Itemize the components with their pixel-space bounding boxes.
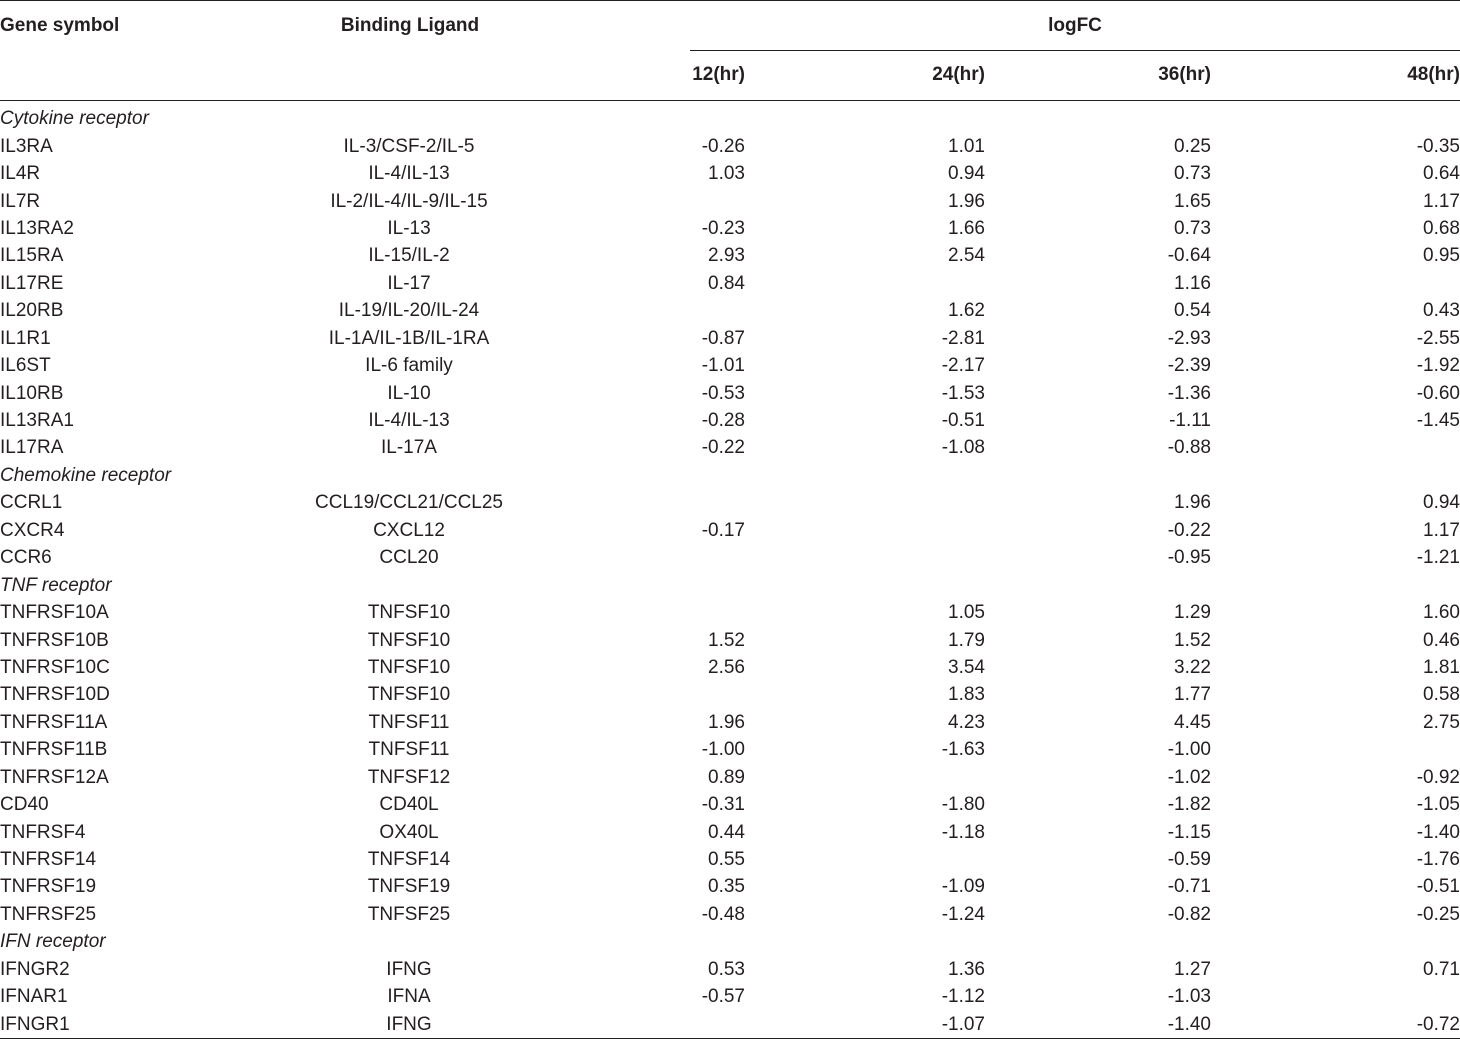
- gene-symbol-cell: TNFRSF4: [0, 821, 86, 843]
- logfc-cell: -1.07: [941, 1013, 985, 1035]
- logfc-cell: -1.45: [1416, 410, 1460, 432]
- table-row: [0, 352, 1460, 379]
- binding-ligand-cell: TNFSF10: [367, 629, 451, 651]
- logfc-cell: [750, 270, 988, 297]
- logfc-cell: -0.28: [701, 410, 745, 432]
- binding-ligand-cell: TNFSF19: [367, 876, 451, 898]
- gene-symbol-cell: TNFRSF10A: [0, 602, 109, 624]
- header-binding-ligand: Binding Ligand: [340, 15, 480, 36]
- table-row: [0, 242, 1460, 269]
- logfc-cell: 1.96: [948, 190, 985, 212]
- binding-ligand-cell: IL-2/IL-4/IL-9/IL-15: [330, 190, 488, 212]
- header-timepoint-48: 48(hr): [1407, 63, 1460, 85]
- table-row: [0, 901, 1460, 928]
- table-row: [0, 873, 1460, 900]
- binding-ligand-cell: IL-13: [387, 217, 431, 239]
- logfc-cell: 3.22: [1174, 656, 1211, 678]
- logfc-cell: -0.23: [701, 217, 745, 239]
- logfc-cell: -0.71: [1167, 876, 1211, 898]
- logfc-cell: -0.82: [1167, 903, 1211, 925]
- logfc-cell: [750, 764, 988, 791]
- logfc-cell: 0.73: [1174, 163, 1211, 185]
- gene-symbol-cell: TNFRSF19: [0, 876, 97, 898]
- table-row: [0, 489, 1460, 516]
- logfc-cell: 0.89: [708, 766, 745, 788]
- logfc-cell: [595, 544, 750, 571]
- gene-symbol-cell: CD40: [0, 794, 49, 816]
- logfc-cell: 0.64: [1423, 163, 1460, 185]
- logfc-cell: 0.43: [1423, 300, 1460, 322]
- table-row: [0, 736, 1460, 763]
- binding-ligand-cell: CD40L: [379, 794, 439, 816]
- logfc-cell: 0.54: [1174, 300, 1211, 322]
- logfc-cell: 1.66: [948, 217, 985, 239]
- table-row: [0, 818, 1460, 845]
- logfc-cell: -1.00: [1167, 739, 1211, 761]
- logfc-cell: 1.79: [948, 629, 985, 651]
- group-label: Chemokine receptor: [0, 464, 172, 486]
- logfc-cell: 0.35: [708, 876, 745, 898]
- logfc-cell: 1.83: [948, 684, 985, 706]
- logfc-cell: 1.52: [1174, 629, 1211, 651]
- logfc-cell: -1.12: [941, 986, 985, 1008]
- binding-ligand-cell: TNFSF11: [368, 739, 450, 761]
- gene-symbol-cell: TNFRSF10C: [0, 656, 110, 678]
- table-row: [0, 599, 1460, 626]
- gene-symbol-cell: IFNGR1: [0, 1013, 70, 1035]
- binding-ligand-cell: IL-4/IL-13: [368, 410, 450, 432]
- table-row: [0, 654, 1460, 681]
- binding-ligand-cell: TNFSF25: [367, 903, 451, 925]
- logfc-cell: [1226, 270, 1460, 297]
- binding-ligand-cell: IL-19/IL-20/IL-24: [338, 300, 480, 322]
- binding-ligand-cell: IL-1A/IL-1B/IL-1RA: [328, 327, 490, 349]
- table-row: [0, 215, 1460, 242]
- header-logfc-group: [595, 1, 1460, 51]
- table-row: [0, 325, 1460, 352]
- gene-symbol-cell: CCRL1: [0, 492, 63, 514]
- binding-ligand-cell: TNFSF14: [367, 849, 451, 871]
- binding-ligand-cell: IL-3/CSF-2/IL-5: [343, 135, 475, 157]
- logfc-cell: -0.72: [1416, 1013, 1460, 1035]
- logfc-cell: -1.18: [941, 821, 985, 843]
- binding-ligand-cell: IL-17A: [381, 437, 437, 459]
- logfc-cell: 0.84: [708, 272, 745, 294]
- table-row: [0, 791, 1460, 818]
- logfc-cell: -1.09: [941, 876, 985, 898]
- logfc-cell: [595, 599, 750, 626]
- binding-ligand-cell: CCL20: [379, 547, 439, 569]
- logfc-cell: -0.25: [1416, 903, 1460, 925]
- logfc-cell: -1.15: [1167, 821, 1211, 843]
- logfc-cell: -0.64: [1167, 245, 1211, 267]
- logfc-cell: -0.31: [701, 794, 745, 816]
- gene-symbol-cell: IL1R1: [0, 327, 51, 349]
- binding-ligand-cell: TNFSF10: [367, 602, 451, 624]
- logfc-cell: -0.87: [701, 327, 745, 349]
- logfc-cell: -0.35: [1416, 135, 1460, 157]
- binding-ligand-cell: IL-10: [387, 382, 431, 404]
- logfc-cell: -0.53: [701, 382, 745, 404]
- logfc-cell: 1.16: [1174, 272, 1211, 294]
- logfc-cell: -0.17: [701, 519, 745, 541]
- gene-symbol-cell: IL3RA: [0, 135, 53, 157]
- header-spacer: [225, 51, 595, 101]
- gene-symbol-cell: TNFRSF14: [0, 849, 97, 871]
- logfc-cell: -0.57: [701, 986, 745, 1008]
- logfc-cell: [750, 846, 988, 873]
- binding-ligand-cell: IFNG: [386, 958, 432, 980]
- table-row: [0, 187, 1460, 214]
- logfc-cell: [1226, 736, 1460, 763]
- binding-ligand-cell: IL-6 family: [365, 355, 453, 377]
- group-row: [0, 462, 1460, 489]
- logfc-cell: -0.95: [1167, 547, 1211, 569]
- binding-ligand-cell: TNFSF10: [367, 684, 451, 706]
- group-label: TNF receptor: [0, 574, 112, 596]
- table-row: [0, 132, 1460, 159]
- table-row: [0, 517, 1460, 544]
- logfc-cell: [750, 489, 988, 516]
- logfc-cell: 2.75: [1423, 711, 1460, 733]
- table-row: [0, 846, 1460, 873]
- logfc-cell: 0.73: [1174, 217, 1211, 239]
- gene-symbol-cell: IL4R: [0, 163, 41, 185]
- group-label: IFN receptor: [0, 931, 106, 953]
- logfc-cell: -1.36: [1167, 382, 1211, 404]
- table-row: [0, 544, 1460, 571]
- table-row: [0, 626, 1460, 653]
- gene-symbol-cell: IFNGR2: [0, 958, 70, 980]
- logfc-cell: -1.01: [701, 355, 745, 377]
- gene-symbol-cell: TNFRSF11B: [0, 739, 108, 761]
- logfc-cell: 0.25: [1174, 135, 1211, 157]
- gene-symbol-cell: IL17RE: [0, 272, 64, 294]
- logfc-cell: -1.11: [1169, 410, 1211, 432]
- group-row: [0, 928, 1460, 955]
- logfc-cell: 1.01: [948, 135, 985, 157]
- binding-ligand-cell: IFNA: [387, 986, 431, 1008]
- gene-symbol-cell: CCR6: [0, 547, 52, 569]
- logfc-cell: [595, 489, 750, 516]
- logfc-cell: -0.51: [1416, 876, 1460, 898]
- logfc-cell: 0.44: [708, 821, 745, 843]
- logfc-cell: -0.92: [1416, 766, 1460, 788]
- gene-symbol-cell: TNFRSF10D: [0, 684, 110, 706]
- logfc-cell: 2.54: [948, 245, 985, 267]
- logfc-cell: 1.62: [948, 300, 985, 322]
- logfc-cell: 1.17: [1423, 519, 1460, 541]
- logfc-cell: -1.00: [701, 739, 745, 761]
- logfc-cell: 0.68: [1423, 217, 1460, 239]
- logfc-cell: -1.24: [941, 903, 985, 925]
- logfc-cell: 0.95: [1423, 245, 1460, 267]
- logfc-cell: -1.92: [1416, 355, 1460, 377]
- gene-symbol-cell: TNFRSF11A: [0, 711, 108, 733]
- logfc-cell: -2.81: [941, 327, 985, 349]
- gene-symbol-cell: IL6ST: [0, 355, 51, 377]
- header-timepoint-12: 12(hr): [692, 63, 745, 85]
- logfc-cell: -1.40: [1167, 1013, 1211, 1035]
- binding-ligand-cell: IL-15/IL-2: [368, 245, 450, 267]
- logfc-cell: 1.96: [708, 711, 745, 733]
- gene-symbol-cell: IL7R: [0, 190, 41, 212]
- logfc-cell: -0.26: [701, 135, 745, 157]
- logfc-cell: -2.39: [1167, 355, 1211, 377]
- logfc-cell: [1226, 983, 1460, 1010]
- table-row: [0, 434, 1460, 461]
- logfc-cell: [595, 187, 750, 214]
- logfc-cell: [595, 297, 750, 324]
- logfc-cell: -2.55: [1416, 327, 1460, 349]
- logfc-cell: 1.29: [1174, 602, 1211, 624]
- logfc-cell: 0.58: [1423, 684, 1460, 706]
- table-row: [0, 160, 1460, 187]
- logfc-cell: -1.40: [1416, 821, 1460, 843]
- logfc-cell: -2.93: [1167, 327, 1211, 349]
- logfc-cell: 1.05: [948, 602, 985, 624]
- binding-ligand-cell: IL-4/IL-13: [368, 163, 450, 185]
- gene-symbol-cell: IL10RB: [0, 382, 64, 404]
- header-timepoint-36: 36(hr): [1158, 63, 1211, 85]
- group-row: [0, 571, 1460, 598]
- logfc-cell: 1.27: [1174, 958, 1211, 980]
- logfc-cell: -0.51: [941, 410, 985, 432]
- logfc-cell: -1.05: [1416, 794, 1460, 816]
- binding-ligand-cell: TNFSF12: [367, 766, 451, 788]
- logfc-cell: [750, 544, 988, 571]
- gene-symbol-cell: IFNAR1: [0, 986, 68, 1008]
- logfc-cell: 0.46: [1423, 629, 1460, 651]
- gene-symbol-cell: IL15RA: [0, 245, 64, 267]
- logfc-cell: -1.08: [941, 437, 985, 459]
- logfc-cell: 1.52: [708, 629, 745, 651]
- logfc-cell: [595, 1010, 750, 1038]
- table-row: [0, 764, 1460, 791]
- logfc-cell: -0.60: [1416, 382, 1460, 404]
- logfc-cell: 1.03: [708, 163, 745, 185]
- table-body: [0, 101, 1460, 1039]
- binding-ligand-cell: IFNG: [386, 1013, 432, 1035]
- gene-symbol-cell: TNFRSF10B: [0, 629, 109, 651]
- logfc-cell: 0.94: [1423, 492, 1460, 514]
- header-logfc: logFC: [1048, 15, 1102, 36]
- logfc-cell: [595, 681, 750, 708]
- logfc-divider: [690, 50, 1460, 51]
- logfc-cell: 1.77: [1174, 684, 1211, 706]
- gene-symbol-cell: CXCR4: [0, 519, 65, 541]
- header-gene-symbol: Gene symbol: [0, 15, 120, 36]
- logfc-cell: 1.96: [1174, 492, 1211, 514]
- binding-ligand-cell: CXCL12: [373, 519, 445, 541]
- gene-symbol-cell: IL20RB: [0, 300, 64, 322]
- logfc-cell: 0.71: [1423, 958, 1460, 980]
- logfc-cell: 1.81: [1423, 656, 1460, 678]
- logfc-cell: 0.94: [948, 163, 985, 185]
- logfc-cell: -1.80: [941, 794, 985, 816]
- logfc-cell: -1.03: [1167, 986, 1211, 1008]
- logfc-cell: -0.48: [701, 903, 745, 925]
- table-row: [0, 270, 1460, 297]
- logfc-cell: -0.22: [701, 437, 745, 459]
- logfc-cell: -1.21: [1416, 547, 1460, 569]
- header-timepoint-24: 24(hr): [932, 63, 985, 85]
- gene-symbol-cell: IL13RA1: [0, 410, 74, 432]
- table-row: [0, 379, 1460, 406]
- logfc-cell: 3.54: [948, 656, 985, 678]
- logfc-cell: 4.45: [1174, 711, 1211, 733]
- gene-symbol-cell: IL17RA: [0, 437, 64, 459]
- binding-ligand-cell: CCL19/CCL21/CCL25: [315, 492, 503, 514]
- table-row: [0, 983, 1460, 1010]
- logfc-cell: 1.65: [1174, 190, 1211, 212]
- table-row: [0, 407, 1460, 434]
- group-label: Cytokine receptor: [0, 108, 149, 130]
- table-row: [0, 956, 1460, 983]
- logfc-cell: 1.17: [1423, 190, 1460, 212]
- gene-symbol-cell: TNFRSF25: [0, 903, 97, 925]
- binding-ligand-cell: IL-17: [387, 272, 431, 294]
- logfc-cell: 0.53: [708, 958, 745, 980]
- gene-symbol-cell: IL13RA2: [0, 217, 74, 239]
- logfc-cell: 0.55: [708, 849, 745, 871]
- logfc-cell: 4.23: [948, 711, 985, 733]
- binding-ligand-cell: TNFSF10: [367, 656, 451, 678]
- group-row: [0, 101, 1460, 133]
- binding-ligand-cell: OX40L: [379, 821, 439, 843]
- logfc-cell: -0.59: [1167, 849, 1211, 871]
- logfc-cell: -0.88: [1167, 437, 1211, 459]
- logfc-cell: -0.22: [1167, 519, 1211, 541]
- logfc-cell: 2.56: [708, 656, 745, 678]
- logfc-cell: 2.93: [708, 245, 745, 267]
- table-header: [0, 1, 1460, 101]
- logfc-cell: -1.76: [1416, 849, 1460, 871]
- table-row: [0, 709, 1460, 736]
- table-row: [0, 1010, 1460, 1038]
- table-row: [0, 297, 1460, 324]
- gene-symbol-cell: TNFRSF12A: [0, 766, 109, 788]
- logfc-cell: -1.82: [1167, 794, 1211, 816]
- binding-ligand-cell: TNFSF11: [368, 711, 450, 733]
- logfc-cell: [750, 517, 988, 544]
- logfc-cell: [1226, 434, 1460, 461]
- logfc-cell: 1.36: [948, 958, 985, 980]
- logfc-cell: -1.63: [941, 739, 985, 761]
- logfc-cell: -2.17: [941, 355, 985, 377]
- logfc-cell: -1.02: [1167, 766, 1211, 788]
- logfc-cell: 1.60: [1423, 602, 1460, 624]
- table-row: [0, 681, 1460, 708]
- header-spacer: [0, 51, 225, 101]
- logfc-cell: -1.53: [941, 382, 985, 404]
